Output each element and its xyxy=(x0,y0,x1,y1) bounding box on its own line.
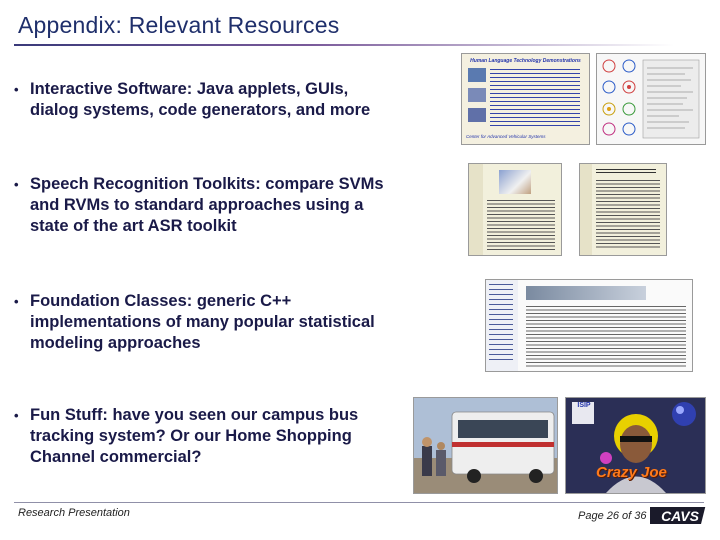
bullet-fun-stuff xyxy=(14,405,394,468)
crazy-joe-caption: Crazy Joe xyxy=(596,464,667,481)
page-sidebar xyxy=(486,280,518,371)
page-sidebar xyxy=(580,164,592,255)
page-banner-image xyxy=(499,170,531,194)
page-heading xyxy=(596,169,656,175)
bullet-marker: • xyxy=(14,408,19,423)
crazy-joe-commercial-photo xyxy=(565,397,706,494)
gui-side-panel xyxy=(643,60,699,138)
demo-heading: Human Language Technology Demonstrations xyxy=(470,58,581,64)
page-text-lines xyxy=(487,200,555,250)
bullet-marker: • xyxy=(14,82,19,97)
page-banner xyxy=(526,286,646,300)
page-number: Page 26 of 36 xyxy=(578,510,647,522)
bus-illustration xyxy=(414,398,557,493)
demo-footer: Center for Advanced Vehicular Systems xyxy=(466,134,546,139)
campus-bus-photo xyxy=(413,397,558,494)
bullet-text: Speech Recognition Toolkits: compare SVMs and RVMs to standard approaches using a state of the art ASR toolkit xyxy=(30,175,384,235)
demo-thumbnail xyxy=(468,88,486,102)
page-text-lines xyxy=(526,306,686,368)
slide-title: Appendix: Relevant Resources xyxy=(18,12,340,38)
bullet-text: Foundation Classes: generic C++ implementations of many popular statistical modeling approaches xyxy=(30,292,375,352)
footer-divider xyxy=(14,502,704,503)
asr-toolkit-screenshot-2 xyxy=(579,163,667,256)
title-underline xyxy=(14,44,674,46)
cavs-logo xyxy=(650,504,706,526)
gui-screenshot xyxy=(596,53,706,145)
isip-label: ISIP xyxy=(577,402,591,409)
software-demo-screenshot xyxy=(461,53,590,145)
demo-text-lines xyxy=(490,69,580,129)
bullet-marker: • xyxy=(14,177,19,192)
foundation-classes-screenshot xyxy=(485,279,693,372)
demo-thumbnail xyxy=(468,68,486,82)
gui-node-plots xyxy=(603,60,635,135)
cavs-logo-text: CAVS xyxy=(661,508,699,524)
bullet-interactive-software xyxy=(14,79,394,121)
demo-thumbnail xyxy=(468,108,486,122)
page-text-lines xyxy=(596,180,660,250)
bullet-text: Interactive Software: Java applets, GUIs, dialog systems, code generators, and more xyxy=(30,80,371,119)
page-sidebar xyxy=(469,164,483,255)
bullet-marker: • xyxy=(14,294,19,309)
bullet-text: Fun Stuff: have you seen our campus bus tracking system? Or our Home Shopping Channel commercial? xyxy=(30,406,359,466)
asr-toolkit-screenshot-1 xyxy=(468,163,562,256)
bullet-speech-recognition xyxy=(14,174,394,237)
footer-presentation-label: Research Presentation xyxy=(18,507,130,519)
bullet-foundation-classes xyxy=(14,291,394,354)
gui-graphics xyxy=(597,54,705,144)
cavs-logo-graphic xyxy=(650,504,706,526)
